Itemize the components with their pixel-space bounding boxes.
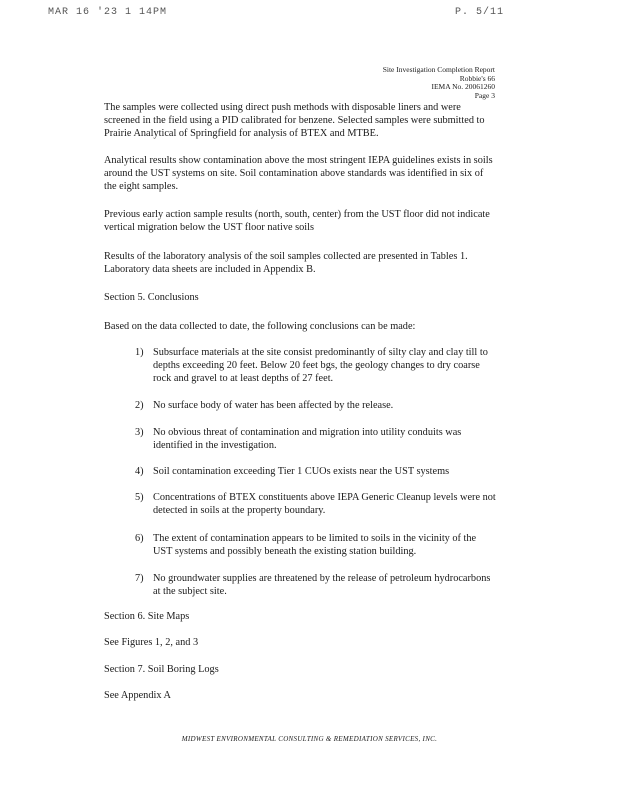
site-name: Robbie's 66	[459, 73, 495, 83]
company-footer: MIDWEST ENVIRONMENTAL CONSULTING & REMEDIATION SERVICES, INC.	[181, 735, 438, 743]
conclusion-text: No obvious threat of contamination and migration into utility conduits was identified in the investigation.	[153, 427, 462, 451]
report-header	[383, 66, 495, 100]
conclusion-number: 2)	[135, 400, 144, 411]
paragraph-sampling: The samples were collected using direct push methods with disposable liners and were screened in the field using a PID calibrated for benzene. Selected samples were submitted to Prairie Analytical of Springfield for analysis of BTEX and MTBE.	[104, 102, 485, 139]
conclusion-text: No surface body of water has been affected by the release.	[153, 400, 394, 411]
conclusion-item	[135, 346, 497, 385]
conclusion-item	[135, 465, 497, 478]
conclusion-number: 1)	[135, 347, 144, 358]
conclusion-item	[135, 532, 497, 558]
iema-number: IEMA No. 20061260	[431, 82, 495, 91]
conclusion-number: 7)	[135, 573, 144, 584]
conclusion-text: Soil contamination exceeding Tier 1 CUOs exists near the UST systems	[153, 466, 450, 477]
conclusion-text: No groundwater supplies are threatened by the release of petroleum hydrocarbons at the subject site.	[153, 573, 491, 597]
fax-page-number: P. 5/11	[455, 7, 505, 18]
conclusion-number: 3)	[135, 427, 144, 438]
page-number: Page 3	[474, 90, 495, 100]
fax-timestamp: MAR 16 '23 1 14PM	[48, 7, 168, 18]
conclusion-text: Concentrations of BTEX constituents above IEPA Generic Cleanup levels were not detected in soils at the property boundary.	[153, 492, 496, 516]
conclusion-number: 5)	[135, 492, 144, 503]
section-5-heading: Section 5. Conclusions	[104, 292, 199, 303]
section-6-text: See Figures 1, 2, and 3	[104, 637, 199, 648]
conclusion-item	[135, 426, 497, 452]
conclusion-number: 4)	[135, 466, 144, 477]
paragraph-lab-analysis: Results of the laboratory analysis of the soil samples collected are presented in Tables 1. Laboratory data sheets are included in Appendix B.	[104, 251, 468, 275]
section-6-heading: Section 6. Site Maps	[104, 611, 190, 622]
conclusion-text: The extent of contamination appears to be limited to soils in the vicinity of the UST systems and possibly beneath the existing station building.	[153, 533, 477, 557]
conclusion-item	[135, 572, 497, 598]
conclusion-number: 6)	[135, 533, 144, 544]
report-title: Site Investigation Completion Report	[382, 65, 495, 74]
conclusion-item	[135, 491, 497, 517]
conclusion-item	[135, 399, 497, 412]
paragraph-results: Analytical results show contamination above the most stringent IEPA guidelines exists in soils around the UST systems on site. Soil contamination above standards was identified in six of the eight samples.	[104, 155, 493, 192]
section-7-text: See Appendix A	[104, 690, 171, 701]
conclusions-intro: Based on the data collected to date, the following conclusions can be made:	[104, 321, 416, 332]
conclusion-text: Subsurface materials at the site consist predominantly of silty clay and clay till to depths exceeding 20 feet. Below 20 feet bgs, the geology changes to dry coarse rock and gravel to at least depths of 27 feet.	[153, 347, 488, 384]
section-7-heading: Section 7. Soil Boring Logs	[104, 664, 219, 675]
paragraph-early-action: Previous early action sample results (north, south, center) from the UST floor did not indicate vertical migration below the UST floor native soils	[104, 209, 490, 233]
